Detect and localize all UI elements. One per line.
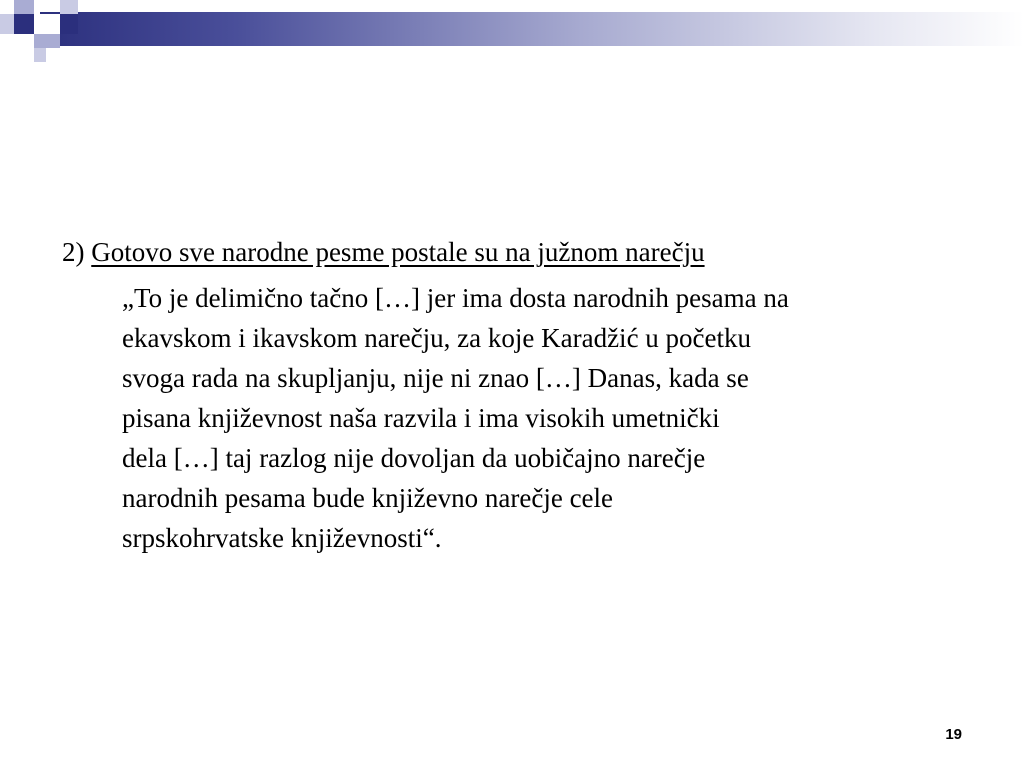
quote-line: dela […] taj razlog nije dovoljan da uobičajno narečje [122,443,706,473]
decor-square [60,14,78,34]
header-decoration [0,0,1024,64]
decor-square [34,14,60,34]
header-gradient-bar [40,12,1024,46]
point-title: Gotovo sve narodne pesme postale su na južnom narečju [91,237,705,267]
decor-square [60,0,78,14]
page-number: 19 [945,726,962,743]
decor-square [34,48,46,62]
decor-square [34,34,60,48]
quote-block [62,278,972,558]
quote-line: pisana književnost naša razvila i ima visokih umetnički [122,403,720,433]
point-heading [62,232,972,272]
quote-line: narodnih pesama bude književno narečje cele [122,483,614,513]
quote-line: svoga rada na skupljanju, nije ni znao […] Danas, kada se [122,363,749,393]
decor-square [14,0,34,14]
slide-content [62,232,972,558]
point-number: 2) [62,237,85,267]
decor-square [0,14,14,34]
quote-line: ekavskom i ikavskom narečju, za koje Karadžić u početku [122,323,752,353]
quote-line: srpskohrvatske književnosti“. [122,523,442,553]
decor-square [14,14,34,34]
quote-line: „To je delimično tačno […] jer ima dosta narodnih pesama na [122,283,789,313]
decor-square [34,0,60,12]
